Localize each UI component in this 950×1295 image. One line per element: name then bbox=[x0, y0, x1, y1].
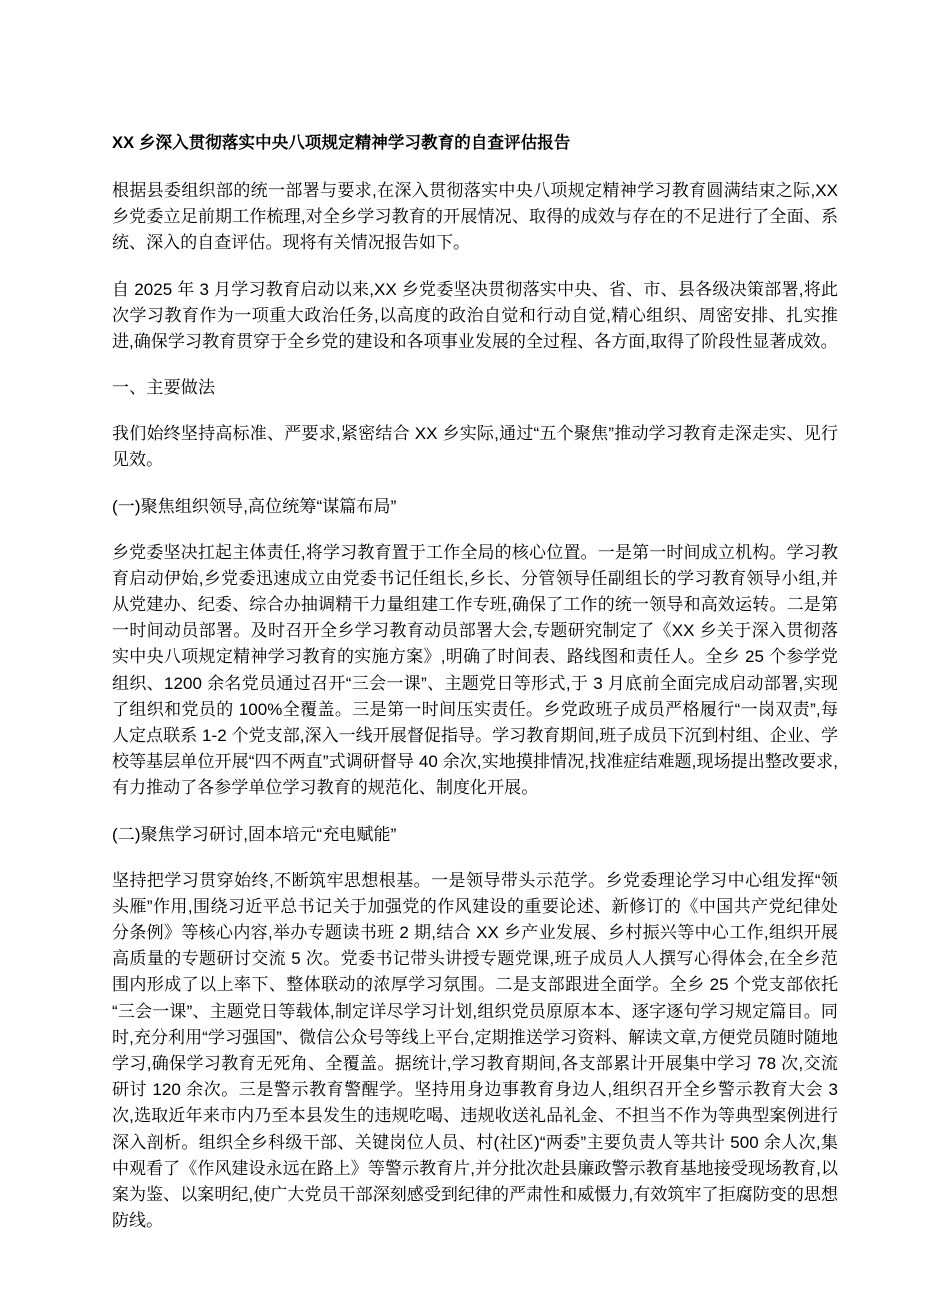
paragraph-subsection-1-body: 乡党委坚决扛起主体责任,将学习教育置于工作全局的核心位置。一是第一时间成立机构。学习教育启动伊始,乡党委迅速成立由党委书记任组长,乡长、分管领导任副组长的学习教育领导小组,并从党建办、纪委、综合办抽调精干力量组建工作专班,确保了工作的统一领导和高效运转。二是第一时间动员部署。及时召开全乡学习教育动员部署大会,专题研究制定了《XX 乡关于深入贯彻落实中央八项规定精神学习教育的实施方案》,明确了时间表、路线图和责任人。全乡 25 个参学党组织、1200 余名党员通过召开“三会一课”、主题党日等形式,于 3 月底前全面完成启动部署,实现了组织和党员的 100%全覆盖。三是第一时间压实责任。乡党政班子成员严格履行“一岗双责”,每人定点联系 1-2 个党支部,深入一线开展督促指导。学习教育期间,班子成员下沉到村组、企业、学校等基层单位开展“四不两直”式调研督导 40 余次,实地摸排情况,找准症结难题,现场提出整改要求,有力推动了各参学单位学习教育的规范化、制度化开展。 bbox=[112, 542, 838, 798]
subsection-heading-organizational-leadership: (一)聚焦组织领导,高位统筹“谋篇布局” bbox=[112, 496, 397, 516]
section-heading-main-practices: 一、主要做法 bbox=[112, 378, 216, 398]
paragraph-subsection-2-body: 坚持把学习贯穿始终,不断筑牢思想根基。一是领导带头示范学。乡党委理论学习中心组发挥“领头雁”作用,围绕习近平总书记关于加强党的作风建设的重要论述、新修订的《中国共产党纪律处分条例》等核心内容,举办专题读书班 2 期,结合 XX 乡产业发展、乡村振兴等中心工作,组织开展高质量的专题研讨交流 5 次。党委书记带头讲授专题党课,班子成员人人撰写心得体会,在全乡范围内形成了以上率下、整体联动的浓厚学习氛围。二是支部跟进全面学。全乡 25 个党支部依托“三会一课”、主题党日等载体,制定详尽学习计划,组织党员原原本本、逐字逐句学习规定篇目。同时,充分利用“学习强国”、微信公众号等线上平台,定期推送学习资料、解读文章,方便党员随时随地学习,确保学习教育无死角、全覆盖。据统计,学习教育期间,各支部累计开展集中学习 78 次,交流研讨 120 余次。三是警示教育警醒学。坚持用身边事教育身边人,组织召开全乡警示教育大会 3 次,选取近年来市内乃至本县发生的违规吃喝、违规收送礼品礼金、不担当不作为等典型案例进行深入剖析。组织全乡科级干部、关键岗位人员、村(社区)“两委”主要负责人等共计 500 余人次,集中观看了《作风建设永远在路上》等警示教育片,并分批次赴县廉政警示教育基地接受现场教育,以案为鉴、以案明纪,使广大党员干部深刻感受到纪律的严肃性和威慑力,有效筑牢了拒腐防变的思想防线。 bbox=[112, 870, 838, 1231]
page-title: XX 乡深入贯彻落实中央八项规定精神学习教育的自查评估报告 bbox=[112, 134, 571, 152]
subsection-heading-study-discussion: (二)聚焦学习研讨,固本培元“充电赋能” bbox=[112, 824, 397, 844]
paragraph-intro-2: 自 2025 年 3 月学习教育启动以来,XX 乡党委坚决贯彻落实中央、省、市、县各级决策部署,将此次学习教育作为一项重大政治任务,以高度的政治自觉和行动自觉,精心组织、周密安排、扎实推进,确保学习教育贯穿于全乡党的建设和各项事业发展的全过程、各方面,取得了阶段性显著成效。 bbox=[112, 279, 838, 352]
paragraph-intro-1: 根据县委组织部的统一部署与要求,在深入贯彻落实中央八项规定精神学习教育圆满结束之际,XX 乡党委立足前期工作梳理,对全乡学习教育的开展情况、取得的成效与存在的不足进行了全面、系统、深入的自查评估。现将有关情况报告如下。 bbox=[112, 181, 838, 253]
document-body bbox=[112, 130, 838, 1235]
paragraph-section-1-lead: 我们始终坚持高标准、严要求,紧密结合 XX 乡实际,通过“五个聚焦”推动学习教育走深走实、见行见效。 bbox=[112, 424, 838, 470]
